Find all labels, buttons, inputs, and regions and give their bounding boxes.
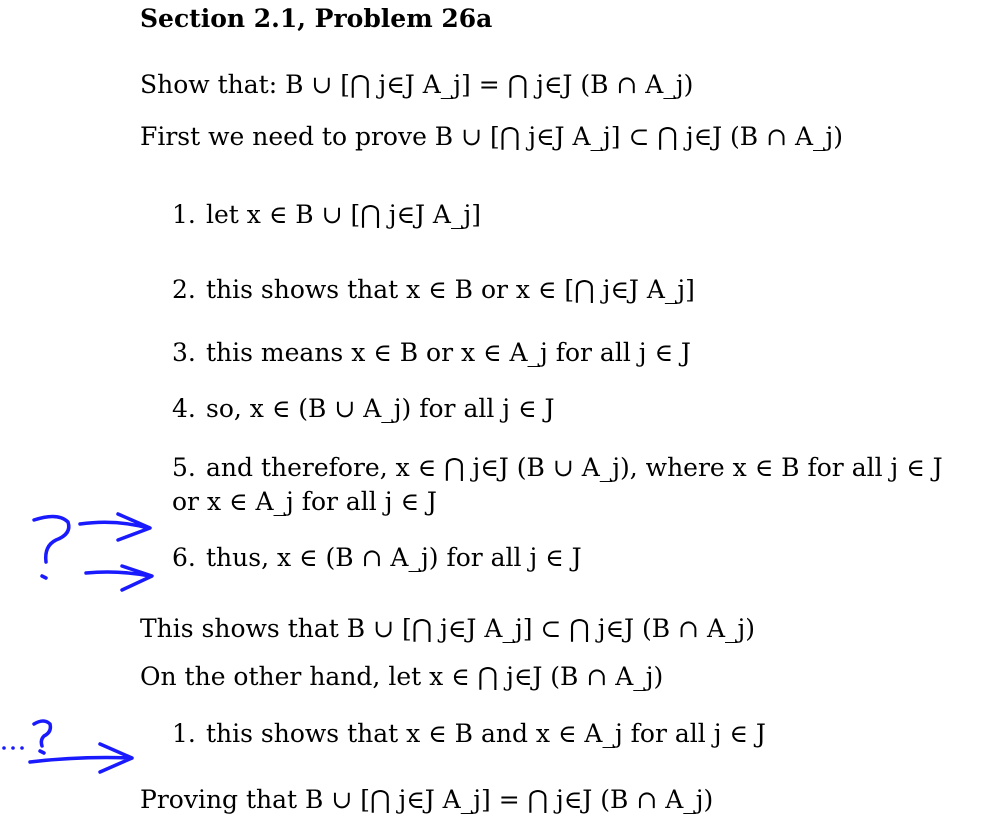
problem-statement: Show that: B ∪ [⋂ j∈J A_j] = ⋂ j∈J (B ∩ A_j): [140, 70, 694, 99]
proof-step-3: [172, 338, 691, 368]
arrow-middle: [86, 566, 152, 590]
step-text: and therefore, x ∈ ⋂ j∈J (B ∪ A_j), where x ∈ B for all j ∈ J or x ∈ A_j for all j ∈ J: [172, 453, 943, 516]
proof-step-2: [172, 275, 695, 305]
proving-line: Proving that B ∪ [⋂ j∈J A_j] = ⋂ j∈J (B ∩ A_j): [140, 785, 714, 814]
step-number: 2.: [172, 275, 196, 304]
arrow-bottom: [30, 744, 132, 772]
shows-line: This shows that B ∪ [⋂ j∈J A_j] ⊂ ⋂ j∈J (B ∩ A_j): [140, 614, 756, 643]
question-mark-top: [34, 516, 69, 562]
proof-step-4: [172, 394, 554, 424]
step-number: 6.: [172, 543, 196, 572]
section-title: Section 2.1, Problem 26a: [140, 4, 493, 33]
proof-step-5: [172, 451, 962, 519]
proof-step-6: [172, 543, 582, 573]
step-number: 5.: [172, 453, 196, 482]
step-number: 1.: [172, 200, 196, 229]
step-text: this shows that x ∈ B and x ∈ A_j for all j ∈ J: [206, 719, 766, 748]
question-mark-bottom: [34, 721, 50, 746]
proof-step-1: [172, 200, 481, 230]
step-text: let x ∈ B ∪ [⋂ j∈J A_j]: [206, 200, 481, 229]
arrow-top: [80, 514, 150, 540]
ellipsis-dots: [2, 746, 24, 750]
step-text: so, x ∈ (B ∪ A_j) for all j ∈ J: [206, 394, 555, 423]
step-number: 3.: [172, 338, 196, 367]
other-hand-line: On the other hand, let x ∈ ⋂ j∈J (B ∩ A_j): [140, 662, 664, 691]
converse-step-1: [172, 719, 766, 749]
step-number: 4.: [172, 394, 196, 423]
step-number: 1.: [172, 719, 196, 748]
question-dot-top: [42, 576, 46, 578]
question-dot-bottom: [40, 751, 44, 753]
first-part-goal: First we need to prove B ∪ [⋂ j∈J A_j] ⊂ ⋂ j∈J (B ∩ A_j): [140, 122, 844, 151]
step-text: thus, x ∈ (B ∩ A_j) for all j ∈ J: [206, 543, 582, 572]
step-text: this shows that x ∈ B or x ∈ [⋂ j∈J A_j]: [206, 275, 695, 304]
step-text: this means x ∈ B or x ∈ A_j for all j ∈ J: [206, 338, 691, 367]
